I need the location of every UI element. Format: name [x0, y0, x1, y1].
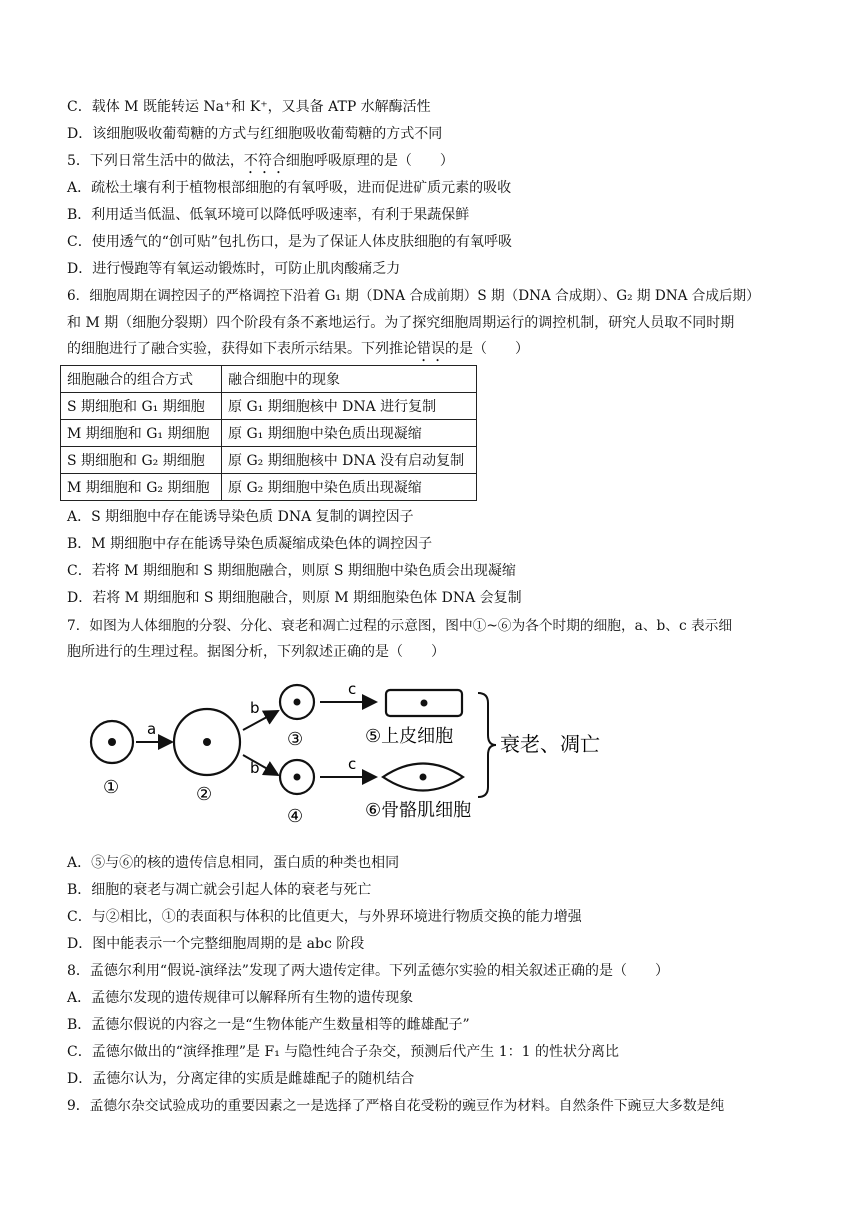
epithelial-cell: [386, 690, 462, 716]
cell-4-number: ④: [287, 806, 304, 827]
table-cell: 原 G₁ 期细胞核中 DNA 进行复制: [222, 393, 477, 420]
q5-option-c: C．使用透气的“创可贴”包扎伤口，是为了保证人体皮肤细胞的有氧呼吸: [67, 234, 513, 250]
table-cell: 原 G₁ 期细胞中染色质出现凝缩: [222, 420, 477, 447]
table-row: [61, 447, 477, 474]
cell-process-figure: [80, 675, 620, 835]
q5-stem: [67, 151, 454, 177]
senescence-apoptosis-label: 衰老、凋亡: [500, 732, 600, 756]
q6-option-a: A．S 期细胞中存在能诱导染色质 DNA 复制的调控因子: [67, 509, 414, 525]
cell-2-number: ②: [196, 784, 213, 805]
q8-stem: 8．孟德尔利用“假说-演绎法”发现了两大遗传定律。下列孟德尔实验的相关叙述正确的是（ ）: [67, 963, 669, 979]
arrow-b-upper-label: b: [250, 699, 260, 717]
cell-1-number: ①: [103, 777, 120, 798]
q5-option-b: B．利用适当低温、低氧环境可以降低呼吸速率，有利于果蔬保鲜: [67, 207, 470, 223]
q8-option-d: D．孟德尔认为，分离定律的实质是雌雄配子的随机结合: [67, 1071, 415, 1087]
q7-option-a: A．⑤与⑥的核的遗传信息相同，蛋白质的种类也相同: [67, 855, 400, 871]
cell-2: [174, 709, 240, 775]
q5-stem-pre: 5．下列日常生活中的做法，: [67, 153, 244, 169]
q6-stem-line1: 6．细胞周期在调控因子的严格调控下沿着 G₁ 期（DNA 合成前期）S 期（DNA 合成期）、G₂ 期 DNA 合成后期）: [67, 288, 760, 304]
cell-5-label: ⑤上皮细胞: [365, 726, 454, 747]
q8-option-a: A．孟德尔发现的遗传规律可以解释所有生物的遗传现象: [67, 990, 414, 1006]
q5-stem-emphasis: 不符合: [243, 153, 286, 169]
q5-stem-post: 细胞呼吸原理的是（ ）: [285, 153, 454, 169]
cell-1: [91, 721, 133, 763]
arrow-c-lower-label: c: [348, 755, 357, 773]
q7-stem-line1: 7．如图为人体细胞的分裂、分化、衰老和凋亡过程的示意图，图中①~⑥为各个时期的细胞，a、b、c 表示细: [67, 618, 733, 634]
q7-option-d: D．图中能表示一个完整细胞周期的是 abc 阶段: [67, 936, 365, 952]
cell-4: [280, 760, 314, 794]
table-cell: S 期细胞和 G₁ 期细胞: [61, 393, 222, 420]
cell-3: [280, 685, 314, 719]
skeletal-muscle-cell: [383, 764, 463, 791]
arrow-b-lower-label: b: [250, 759, 260, 777]
q6-stem-line3: [67, 339, 529, 365]
q5-option-d: D．进行慢跑等有氧运动锻炼时，可防止肌肉酸痛乏力: [67, 261, 401, 277]
q5-option-a: A．疏松土壤有利于植物根部细胞的有氧呼吸，进而促进矿质元素的吸收: [67, 180, 512, 196]
q6-option-d: D．若将 M 期细胞和 S 期细胞融合，则原 M 期细胞染色体 DNA 会复制: [67, 590, 522, 606]
table-cell: 原 G₂ 期细胞中染色质出现凝缩: [222, 474, 477, 501]
q8-option-c: C．孟德尔做出的“演绎推理”是 F₁ 与隐性纯合子杂交，预测后代产生 1：1 的性状分离比: [67, 1044, 619, 1060]
arrow-b-upper: [243, 711, 278, 730]
bracket: [478, 693, 496, 797]
q4-option-d: D．该细胞吸收葡萄糖的方式与红细胞吸收葡萄糖的方式不同: [67, 126, 443, 142]
q7-option-c: C．与②相比，①的表面积与体积的比值更大，与外界环境进行物质交换的能力增强: [67, 909, 582, 925]
cell-6-label: ⑥骨骼肌细胞: [365, 800, 472, 821]
arrow-c-upper-label: c: [348, 680, 357, 698]
q7-option-b: B．细胞的衰老与凋亡就会引起人体的衰老与死亡: [67, 882, 372, 898]
table-header-row: [61, 366, 477, 393]
q6-option-c: C．若将 M 期细胞和 S 期细胞融合，则原 S 期细胞中染色质会出现凝缩: [67, 563, 516, 579]
q8-option-b: B．孟德尔假说的内容之一是“生物体能产生数量相等的雌雄配子”: [67, 1017, 470, 1033]
table-header: 融合细胞中的现象: [222, 366, 477, 393]
q9-stem: 9．孟德尔杂交试验成功的重要因素之一是选择了严格自花受粉的豌豆作为材料。自然条件下豌豆大多数是纯: [67, 1098, 725, 1114]
q6-stem-emphasis: 错误: [417, 341, 445, 357]
cell-fusion-table: [60, 365, 477, 501]
cell-3-number: ③: [287, 729, 304, 750]
table-cell: M 期细胞和 G₁ 期细胞: [61, 420, 222, 447]
q7-stem-line2: 胞所进行的生理过程。据图分析，下列叙述正确的是（ ）: [67, 644, 445, 660]
q4-option-c: C．载体 M 既能转运 Na⁺和 K⁺，又具备 ATP 水解酶活性: [67, 99, 431, 115]
q6-stem-post: 的是（ ）: [445, 341, 529, 357]
table-cell: M 期细胞和 G₂ 期细胞: [61, 474, 222, 501]
arrow-a-label: a: [147, 720, 157, 738]
q6-option-b: B．M 期细胞中存在能诱导染色质凝缩成染色体的调控因子: [67, 536, 433, 552]
table-row: [61, 420, 477, 447]
table-row: [61, 474, 477, 501]
table-cell: S 期细胞和 G₂ 期细胞: [61, 447, 222, 474]
q6-stem-pre: 的细胞进行了融合实验，获得如下表所示结果。下列推论: [67, 341, 417, 357]
arrow-b-lower: [243, 755, 278, 775]
q6-stem-line2: 和 M 期（细胞分裂期）四个阶段有条不紊地运行。为了探究细胞周期运行的调控机制，研究人员取不同时期: [67, 315, 735, 331]
table-row: [61, 393, 477, 420]
table-header: 细胞融合的组合方式: [61, 366, 222, 393]
table-cell: 原 G₂ 期细胞核中 DNA 没有启动复制: [222, 447, 477, 474]
